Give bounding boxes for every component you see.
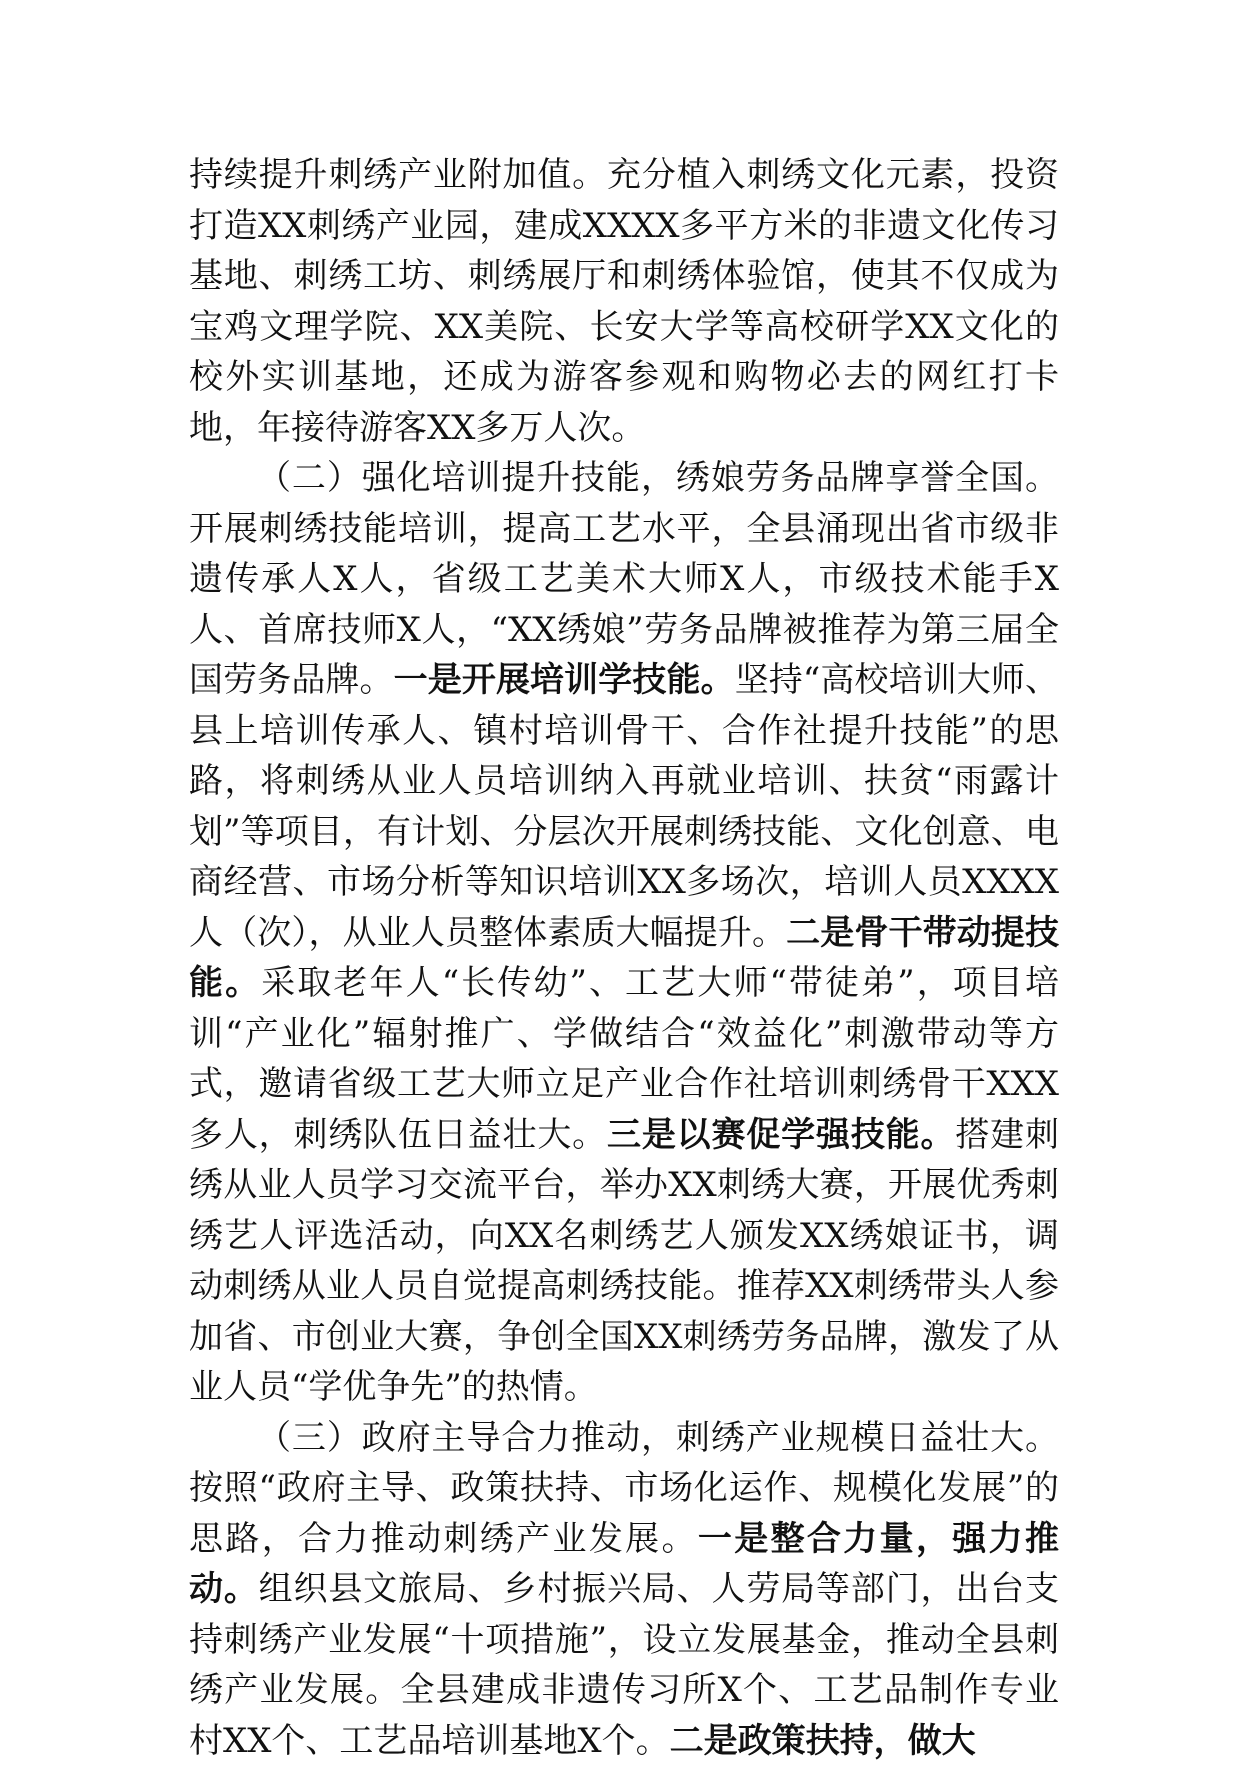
section-heading-text: （三）政府主导合力推动，刺绣产业规模日益壮大。按照“政府主导、政策扶持、市场化运作、规模化发展”的思路，合力推动刺绣产业发展。 xyxy=(189,1418,1059,1559)
paragraph-section-2 xyxy=(189,453,1059,1413)
body-text: 坚持“高校培训大师、县上培训传承人、镇村培训骨干、合作社提升技能”的思路，将刺绣从业人员培训纳入再就业培训、扶贫“雨露计划”等项目，有计划、分层次开展刺绣技能、文化创意、电商经营、市场分析等知识培训XX多场次，培训人员XXXX人（次），从业人员整体素质大幅提升。 xyxy=(189,660,1059,953)
bold-point-1: 一是整合力量，强力推动。 xyxy=(189,1519,1059,1610)
body-text: 持续提升刺绣产业附加值。充分植入刺绣文化元素，投资打造XX刺绣产业园，建成XXXX多平方米的非遗文化传习基地、刺绣工坊、刺绣展厅和刺绣体验馆，使其不仅成为宝鸡文理学院、XX美院、长安大学等高校研学XX文化的校外实训基地，还成为游客参观和购物必去的网红打卡地，年接待游客XX多万人次。 xyxy=(189,155,1059,448)
body-text: 采取老年人“长传幼”、工艺大师“带徒弟”，项目培训“产业化”辐射推广、学做结合“效益化”刺激带动等方式，邀请省级工艺大师立足产业合作社培训刺绣骨干XXX多人，刺绣队伍日益壮大。 xyxy=(189,963,1059,1155)
bold-point-1: 一是开展培训学技能。 xyxy=(394,660,735,700)
bold-point-2: 二是骨干带动提技能。 xyxy=(189,913,1059,1004)
paragraph-section-3 xyxy=(189,1413,1059,1766)
body-text: 搭建刺绣从业人员学习交流平台，举办XX刺绣大赛，开展优秀刺绣艺人评选活动，向XX名刺绣艺人颁发XX绣娘证书，调动刺绣从业人员自觉提高刺绣技能。推荐XX刺绣带头人参加省、市创业大赛，争创全国XX刺绣劳务品牌，激发了从业人员“学优争先”的热情。 xyxy=(189,1115,1059,1408)
bold-point-2: 二是政策扶持，做大 xyxy=(670,1721,976,1761)
paragraph-continuation xyxy=(189,150,1059,453)
body-text: 组织县文旅局、乡村振兴局、人劳局等部门，出台支持刺绣产业发展“十项措施”，设立发展基金，推动全县刺绣产业发展。全县建成非遗传习所X个、工艺品制作专业村XX个、工艺品培训基地X个。 xyxy=(189,1569,1059,1761)
bold-point-3: 三是以赛促学强技能。 xyxy=(607,1115,955,1155)
section-heading-text: （二）强化培训提升技能，绣娘劳务品牌享誉全国。开展刺绣技能培训，提高工艺水平，全县涌现出省市级非遗传承人X人，省级工艺美术大师X人，市级技术能手X人、首席技师X人，“XX绣娘”劳务品牌被推荐为第三届全国劳务品牌。 xyxy=(189,458,1059,700)
document-body xyxy=(189,150,1059,1766)
